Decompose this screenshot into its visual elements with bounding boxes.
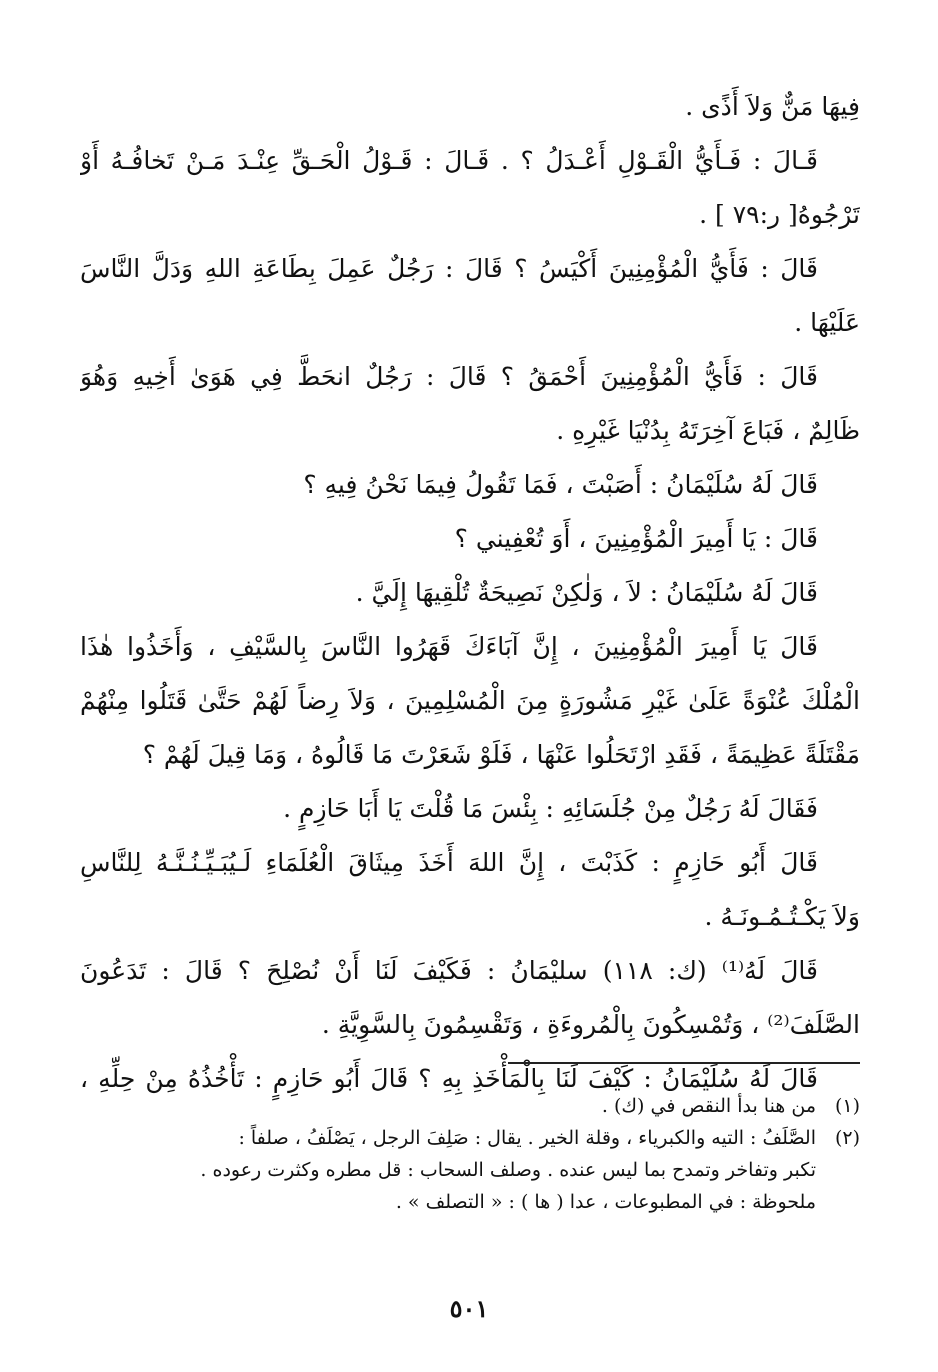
text-line: قَالَ أَبُو حَازِمٍ : كَذَبْتَ ، إِنَّ اللهَ أَخَذَ مِيثَاقَ الْعُلَمَاءِ لَـيُبَـيِّـنُـنَّـهُ لِلنَّاسِ — [80, 848, 818, 877]
footnotes — [80, 1090, 860, 1218]
text-line: فَقَالَ لَهُ رَجُلٌ مِنْ جُلَسَائِهِ : بِئْسَ مَا قُلْتَ يَا أَبَا حَازِمٍ . — [283, 794, 818, 823]
main-text — [80, 80, 860, 1106]
text-line: قَالَ يَا أَمِيرَ الْمُؤْمِنِينَ ، إِنَّ آبَاءَكَ قَهَرُوا النَّاسَ بِالسَّيْفِ ، وَأَخَذُوا هٰذَا — [80, 632, 818, 661]
footnote-text: تكبر وتفاخر وتمدح بما ليس عنده . وصلف السحاب : قل مطره وكثرت رعوده . — [200, 1159, 816, 1181]
text-line: قَالَ : فَأَيُّ الْمُؤْمِنِينَ أَكْيَسُ ؟ قَالَ : رَجُلٌ عَمِلَ بِطَاعَةِ اللهِ وَدَلَّ النَّاسَ — [80, 254, 818, 283]
text-line: الصَّلَفَ⁽²⁾ ، وَتُمْسِكُونَ بِالْمُروءَةِ ، وَتَقْسِمُونَ بِالسَّوِيَّةِ . — [321, 1010, 860, 1039]
footnote-line — [80, 1122, 860, 1154]
footnote-line — [80, 1090, 860, 1122]
text-line: فِيهَا مَنٌّ وَلاَ أَذًى . — [685, 92, 860, 121]
footnote-separator — [508, 1062, 860, 1064]
text-line: قَالَ لَهُ⁽¹⁾ (ك: ١١٨) سليْمَانُ : فَكَيْفَ لَنَا أَنْ نُصْلِحَ ؟ قَالَ : تَدَعُونَ — [80, 956, 818, 985]
text-line: قَالَ لَهُ سُلَيْمَانُ : لاَ ، وَلٰكِنْ نَصِيحَةٌ تُلْقِيهَا إِلَيَّ . — [355, 578, 818, 607]
text-line: مَقْتَلَةً عَظِيمَةً ، فَقَدِ ارْتَحَلُوا عَنْهَا ، فَلَوْ شَعَرْتَ مَا قَالُوهُ ، وَمَا قِيلَ لَهُمْ ؟ — [142, 740, 860, 769]
text-line: قَـالَ : فَـأَيُّ الْقَـوْلِ أَعْـدَلُ ؟ . قَـالَ : قَـوْلُ الْحَـقِّ عِنْـدَ مَـنْ تَخافُـهُ أَوْ — [80, 146, 818, 175]
footnote-line — [80, 1154, 860, 1186]
text-line: الْمُلْكَ عُنْوَةً عَلَىٰ غَيْرِ مَشُورَةٍ مِنَ الْمُسْلِمِينَ ، وَلاَ رِضاً لَهُمْ حَتَّىٰ قَتَلُوا مِنْهُمْ — [80, 686, 860, 715]
text-line: ظَالِمٌ ، فَبَاعَ آخِرَتَهُ بِدُنْيَا غَيْرِهِ . — [556, 416, 860, 445]
footnote-number: (١) — [834, 1095, 860, 1117]
page-number: ٥٠١ — [449, 1294, 489, 1323]
footnote-number: (٢) — [834, 1127, 860, 1149]
footnote-line — [80, 1186, 860, 1218]
text-line: قَالَ : فَأَيُّ الْمُؤْمِنِينَ أَحْمَقُ ؟ قَالَ : رَجُلٌ انحَطَّ فِي هَوَىٰ أَخِيهِ وَهُوَ — [80, 362, 818, 391]
text-line: عَلَيْهَا . — [794, 308, 860, 337]
text-line: قَالَ لَهُ سُلَيْمَانُ : أَصَبْتَ ، فَمَا تَقُولُ فِيمَا نَحْنُ فِيهِ ؟ — [303, 470, 818, 499]
footnote-text: من هنا بدأ النقص في (ك) . — [601, 1095, 816, 1117]
text-line: تَرْجُوهُ[ ر:٧٩ ] . — [699, 200, 860, 229]
text-line: وَلاَ يَكْـتُـمُـونَـهُ . — [704, 902, 860, 931]
footnote-text: ملحوظة : في المطبوعات ، عدا ( ها ) : « التصلف » . — [395, 1191, 816, 1213]
footnote-text: الصَّلَفُ : التيه والكبرياء ، وقلة الخير . يقال : صَلِفَ الرجل ، يَصْلَفُ ، صلفاً : — [238, 1127, 816, 1149]
text-line: قَالَ : يَا أَمِيرَ الْمُؤْمِنِينَ ، أَوَ تُعْفِيني ؟ — [454, 524, 818, 553]
text-line: قَالَ لَهُ سُلَيْمَانُ : كَيْفَ لَنَا بِالْمَأْخَذِ بِهِ ؟ قَالَ أَبُو حَازِمٍ : تَأْخُذُهُ مِنْ حِلِّهِ ، — [80, 1064, 818, 1093]
